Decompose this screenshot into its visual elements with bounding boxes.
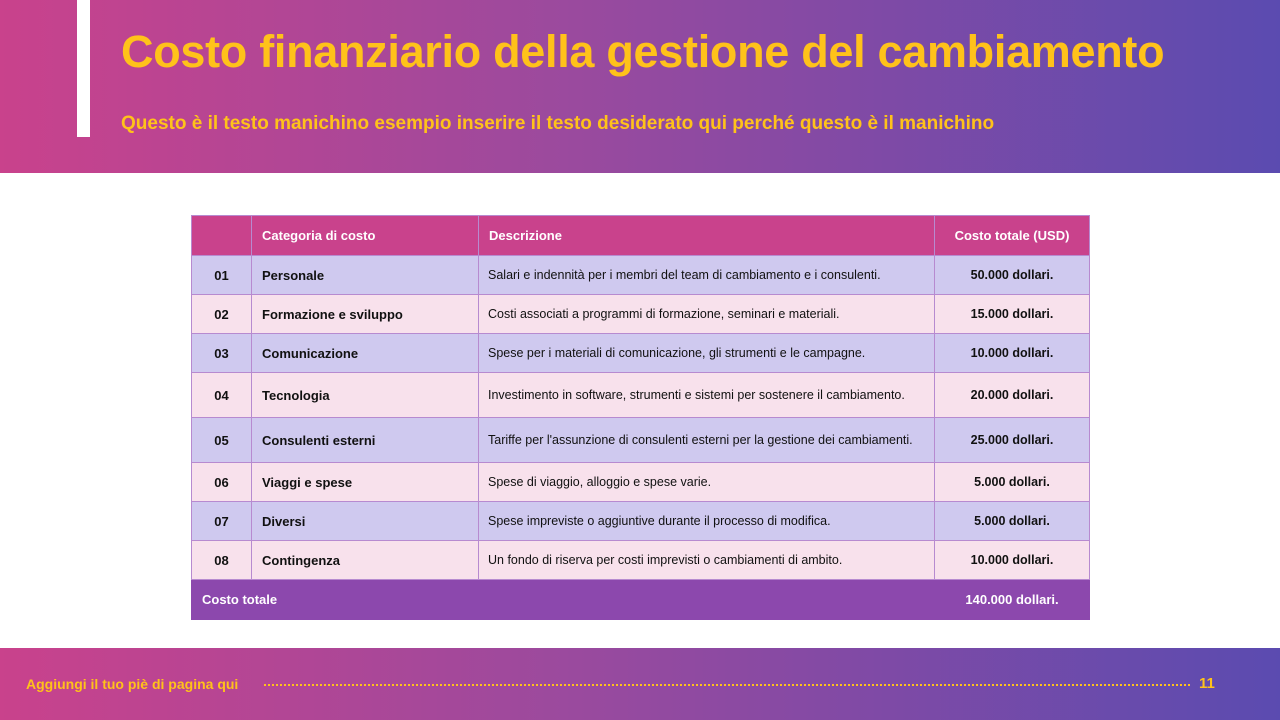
row-category: Personale — [252, 256, 479, 295]
total-value: 140.000 dollari. — [935, 580, 1090, 620]
row-description: Spese impreviste o aggiuntive durante il processo di modifica. — [479, 502, 935, 541]
row-category: Consulenti esterni — [252, 418, 479, 463]
row-description: Investimento in software, strumenti e sistemi per sostenere il cambiamento. — [479, 373, 935, 418]
header-banner — [0, 0, 1280, 173]
row-description: Spese di viaggio, alloggio e spese varie. — [479, 463, 935, 502]
row-category: Tecnologia — [252, 373, 479, 418]
row-cost: 15.000 dollari. — [935, 295, 1090, 334]
table-row — [192, 463, 1090, 502]
row-number: 04 — [192, 373, 252, 418]
row-description: Tariffe per l'assunzione di consulenti esterni per la gestione dei cambiamenti. — [479, 418, 935, 463]
row-description: Salari e indennità per i membri del team di cambiamento e i consulenti. — [479, 256, 935, 295]
row-category: Diversi — [252, 502, 479, 541]
row-description: Spese per i materiali di comunicazione, gli strumenti e le campagne. — [479, 334, 935, 373]
column-header-number — [192, 216, 252, 256]
row-cost: 5.000 dollari. — [935, 502, 1090, 541]
footer-banner — [0, 648, 1280, 720]
column-header-total-cost: Costo totale (USD) — [935, 216, 1090, 256]
row-cost: 25.000 dollari. — [935, 418, 1090, 463]
table-row — [192, 541, 1090, 580]
page-number: 11 — [1199, 675, 1215, 692]
table-header-row — [192, 216, 1090, 256]
row-cost: 10.000 dollari. — [935, 334, 1090, 373]
column-header-description: Descrizione — [479, 216, 935, 256]
row-number: 05 — [192, 418, 252, 463]
cost-table — [191, 215, 1090, 620]
row-cost: 10.000 dollari. — [935, 541, 1090, 580]
row-number: 02 — [192, 295, 252, 334]
row-number: 07 — [192, 502, 252, 541]
table-row — [192, 373, 1090, 418]
row-category: Viaggi e spese — [252, 463, 479, 502]
column-header-category: Categoria di costo — [252, 216, 479, 256]
row-description: Costi associati a programmi di formazione, seminari e materiali. — [479, 295, 935, 334]
total-label: Costo totale — [192, 580, 935, 620]
table-row — [192, 256, 1090, 295]
header-accent-bar — [77, 0, 90, 137]
table-row — [192, 295, 1090, 334]
row-cost: 50.000 dollari. — [935, 256, 1090, 295]
row-number: 06 — [192, 463, 252, 502]
table-row — [192, 334, 1090, 373]
row-number: 03 — [192, 334, 252, 373]
row-number: 01 — [192, 256, 252, 295]
table-total-row — [192, 580, 1090, 620]
row-cost: 20.000 dollari. — [935, 373, 1090, 418]
row-category: Contingenza — [252, 541, 479, 580]
table-row — [192, 502, 1090, 541]
row-description: Un fondo di riserva per costi imprevisti o cambiamenti di ambito. — [479, 541, 935, 580]
footer-dotted-line — [264, 684, 1190, 686]
page-subtitle: Questo è il testo manichino esempio inserire il testo desiderato qui perché questo è il manichino — [121, 113, 995, 134]
page-title: Costo finanziario della gestione del cambiamento — [121, 26, 1165, 77]
row-category: Comunicazione — [252, 334, 479, 373]
row-category: Formazione e sviluppo — [252, 295, 479, 334]
table-row — [192, 418, 1090, 463]
row-cost: 5.000 dollari. — [935, 463, 1090, 502]
row-number: 08 — [192, 541, 252, 580]
footer-text: Aggiungi il tuo piè di pagina qui — [26, 676, 239, 692]
